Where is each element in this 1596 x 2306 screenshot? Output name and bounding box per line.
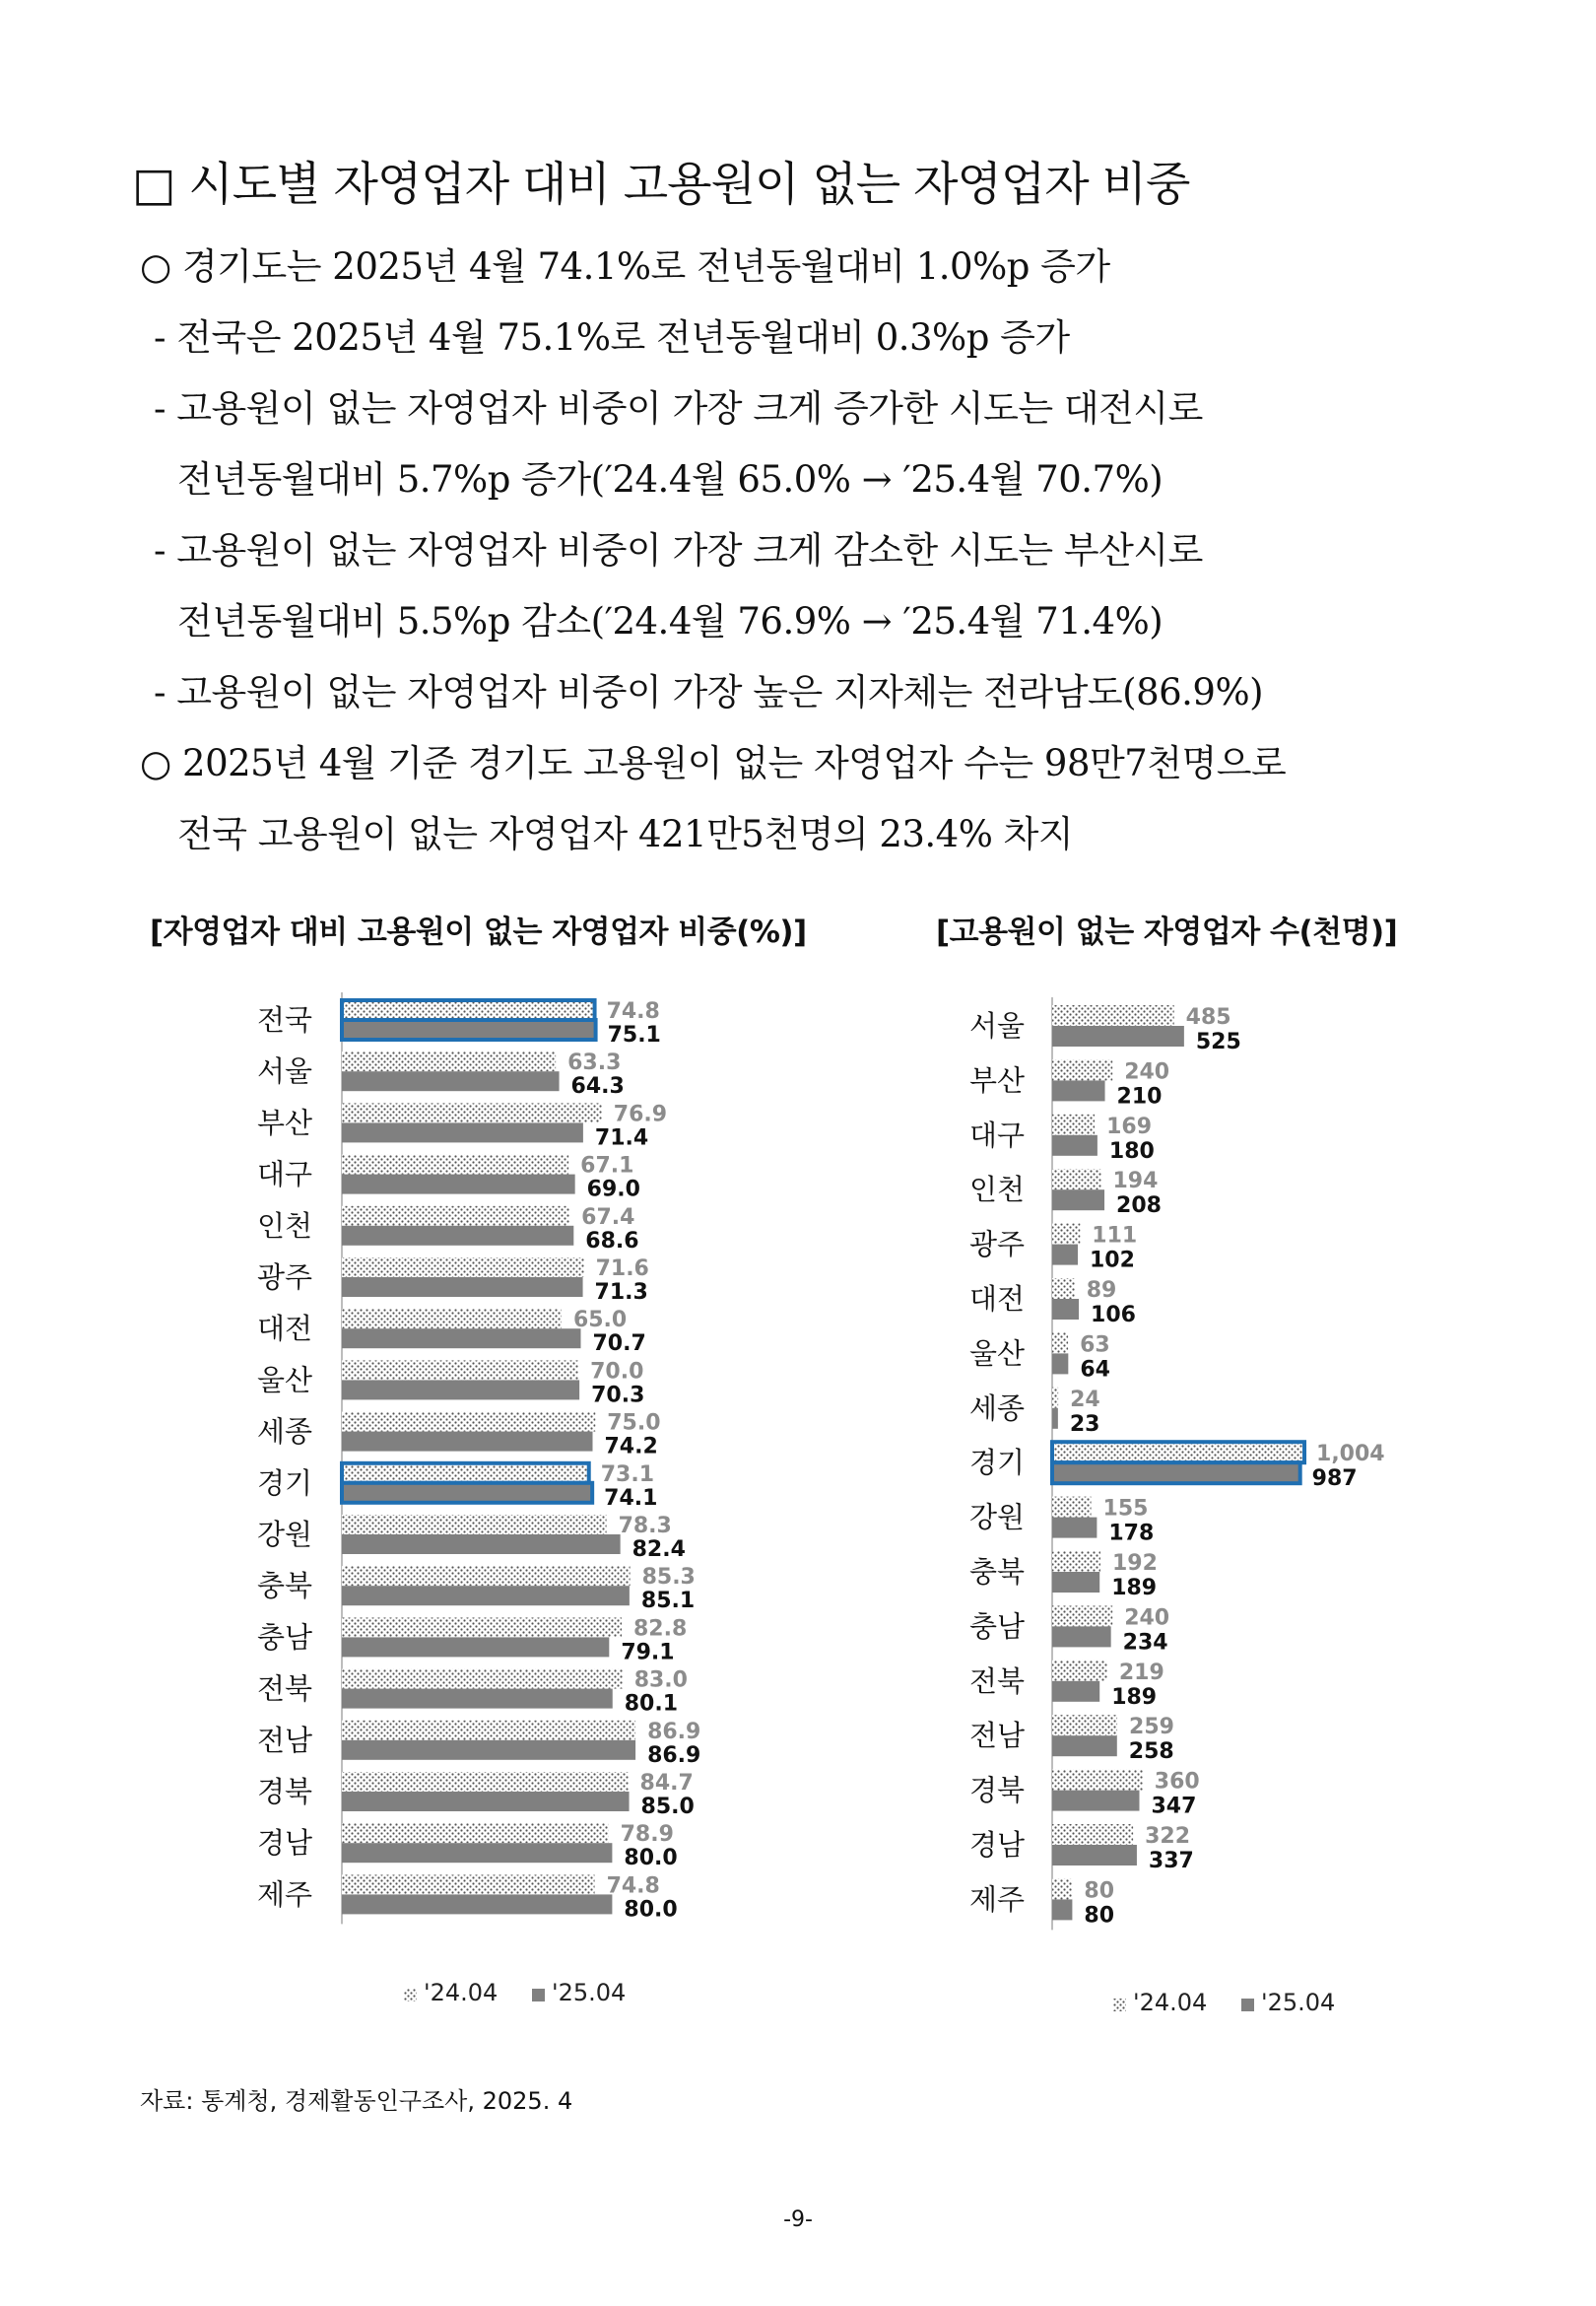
legend-label-2024: '24.04 [424,1979,499,2006]
data-label-2025: 189 [1111,1576,1158,1600]
data-label-2024: 74.8 [606,999,660,1024]
bullet-gyeonggi: ○ 경기도는 2025년 4월 74.1%로 전년동월대비 1.0%p 증가 [140,245,1110,288]
sub-increase: - 고용원이 없는 자영업자 비중이 가장 크게 증가한 시도는 대전시로 [154,387,1203,430]
data-label-2025: 208 [1116,1193,1162,1219]
data-label-2024: 1,004 [1316,1442,1385,1467]
bar-2024 [1052,1878,1072,1899]
bar-2024 [342,1257,584,1277]
data-label-2025: 74.1 [604,1485,658,1511]
chart-title-count: [고용원이 없는 자영업자 수(천명)] [936,915,1398,950]
legend-label-2025: '25.04 [1261,1989,1336,2016]
data-label-2024: 70.0 [590,1359,644,1385]
page-number: -9- [783,2207,813,2232]
category-label: 강원 [256,1518,312,1551]
bar-2024 [342,1721,635,1740]
bar-2025 [1052,1353,1068,1374]
data-label-2024: 67.1 [580,1153,634,1179]
bar-2024 [1052,1059,1112,1080]
bar-2024 [342,1772,629,1792]
data-label-2025: 106 [1091,1303,1136,1327]
bar-2025 [1052,1135,1097,1156]
data-label-2025: 80 [1084,1903,1115,1929]
category-label: 경기 [256,1465,312,1500]
bar-2024 [1052,1770,1143,1791]
data-label-2024: 85.3 [641,1565,696,1591]
bar-2025 [342,1071,560,1091]
data-label-2024: 63.3 [567,1051,622,1076]
bar-2024 [342,1463,589,1483]
data-label-2025: 189 [1111,1684,1158,1710]
category-label: 제주 [968,1882,1025,1917]
category-label: 대전 [968,1282,1025,1316]
category-label: 충북 [968,1555,1025,1589]
category-label: 서울 [968,1009,1025,1043]
data-label-2025: 71.4 [594,1125,649,1151]
data-label-2024: 259 [1129,1715,1174,1740]
data-label-2024: 485 [1185,1005,1231,1030]
category-label: 전국 [256,1003,312,1037]
bar-2025 [1052,1189,1104,1210]
category-label: 울산 [256,1363,312,1397]
data-label-2024: 86.9 [647,1719,701,1744]
data-label-2024: 111 [1092,1223,1138,1249]
bar-2025 [1052,1408,1058,1429]
bar-2025 [342,1175,575,1194]
data-label-2024: 73.1 [600,1461,655,1487]
data-label-2025: 80.1 [624,1691,679,1717]
bar-2024 [342,1617,622,1637]
data-label-2024: 240 [1124,1605,1170,1631]
category-label: 경기 [968,1446,1025,1480]
bar-2025 [342,1792,630,1811]
data-label-2024: 169 [1106,1114,1153,1139]
legend-swatch-2024 [1113,1999,1126,2011]
bar-2024 [342,1669,623,1689]
bar-2024 [1052,1278,1075,1299]
data-label-2024: 75.0 [607,1410,661,1436]
data-label-2025: 210 [1116,1084,1163,1110]
bar-2025 [1052,1299,1079,1320]
bar-2025 [1052,1791,1139,1811]
category-label: 전남 [968,1719,1025,1753]
bar-2025 [342,1483,592,1503]
bar-2024 [1052,1115,1095,1135]
bar-2024 [1052,1497,1092,1518]
category-label: 세종 [968,1390,1025,1425]
bar-2025 [1052,1845,1137,1865]
data-label-2024: 240 [1124,1059,1170,1085]
bar-2024 [342,1566,631,1586]
bar-2025 [342,1380,579,1399]
data-label-2025: 74.2 [604,1434,658,1459]
data-label-2024: 192 [1111,1551,1158,1576]
bar-2024 [1052,1661,1107,1681]
data-label-2024: 24 [1070,1387,1100,1412]
data-label-2025: 23 [1069,1411,1100,1437]
legend-label-2024: '24.04 [1133,1989,1208,2016]
bar-2025 [1052,1080,1105,1101]
category-label: 경남 [256,1826,312,1861]
bar-2025 [342,1843,612,1863]
data-label-2025: 71.3 [594,1280,648,1305]
bar-2024 [342,1360,578,1380]
bar-2024 [1052,1715,1117,1735]
data-label-2024: 322 [1145,1824,1191,1849]
bar-2024 [1052,1388,1058,1408]
data-label-2024: 83.0 [633,1667,688,1693]
data-label-2025: 86.9 [647,1742,701,1768]
legend-swatch-2025 [1241,1999,1254,2011]
category-label: 광주 [256,1260,312,1294]
category-label: 전북 [256,1671,312,1706]
category-label: 경남 [968,1828,1025,1862]
category-label: 인천 [968,1173,1025,1207]
category-label: 서울 [256,1054,312,1089]
data-label-2025: 70.7 [592,1331,646,1357]
data-label-2024: 82.8 [633,1616,688,1642]
bar-2025 [342,1432,593,1452]
data-label-2025: 68.6 [585,1228,639,1254]
category-label: 울산 [968,1336,1025,1371]
bar-2024 [342,1000,595,1020]
data-label-2025: 347 [1151,1794,1197,1819]
bar-2024 [342,1823,609,1843]
data-label-2024: 360 [1154,1769,1200,1795]
bullet-count: ○ 2025년 4월 기준 경기도 고용원이 없는 자영업자 수는 98만7천명으로 [140,742,1287,784]
bar-2025 [1052,1572,1099,1593]
bar-2024 [342,1412,595,1432]
bar-2025 [342,1226,573,1246]
sub-decrease-detail: 전년동월대비 5.5%p 감소(′24.4월 76.9% → ′25.4월 71.4%) [177,600,1164,643]
category-label: 제주 [256,1877,312,1912]
sub-increase-detail: 전년동월대비 5.7%p 증가(′24.4월 65.0% → ′25.4월 70.7%) [177,458,1164,501]
data-label-2024: 78.9 [620,1822,674,1848]
category-label: 강원 [968,1500,1025,1534]
data-label-2025: 85.0 [640,1795,695,1819]
bar-2025 [342,1689,613,1709]
bullet-count-detail: 전국 고용원이 없는 자영업자 421만5천명의 23.4% 차지 [177,813,1074,855]
bar-2024 [342,1309,562,1328]
bar-2024 [342,1206,569,1226]
bar-2024 [1052,1169,1100,1189]
data-label-2024: 194 [1112,1169,1159,1194]
data-label-2024: 67.4 [581,1204,635,1230]
bar-2024 [1052,1005,1174,1026]
data-label-2025: 80.0 [624,1846,678,1871]
category-label: 경북 [256,1775,312,1808]
bar-2024 [1052,1224,1080,1245]
category-label: 인천 [256,1208,312,1243]
data-label-2025: 258 [1128,1739,1174,1765]
data-label-2024: 89 [1086,1278,1117,1303]
bar-2025 [342,1020,596,1040]
data-label-2024: 155 [1102,1496,1149,1522]
category-label: 전북 [968,1663,1025,1698]
bar-2024 [342,1874,595,1894]
bar-2025 [342,1277,583,1297]
category-label: 대구 [256,1157,312,1191]
data-label-2025: 180 [1108,1138,1155,1164]
ratio-bar-chart [227,981,877,2055]
data-label-2024: 71.6 [595,1256,649,1281]
bar-2025 [342,1740,635,1760]
category-label: 대구 [968,1118,1025,1152]
bar-2024 [1052,1824,1133,1845]
bar-2025 [1052,1735,1117,1756]
bar-2025 [1052,1518,1097,1538]
count-bar-chart [936,981,1517,2055]
data-label-2025: 987 [1311,1466,1358,1492]
data-label-2025: 64.3 [570,1074,625,1100]
data-label-2025: 75.1 [607,1023,661,1048]
bar-2024 [1052,1551,1100,1572]
bar-2024 [1052,1332,1068,1353]
category-label: 경북 [968,1773,1025,1807]
bar-2024 [342,1515,607,1534]
data-label-2025: 80.0 [624,1897,678,1923]
data-label-2025: 79.1 [621,1640,675,1665]
category-label: 충남 [968,1609,1025,1644]
bar-2025 [342,1637,609,1657]
data-label-2025: 82.4 [632,1537,686,1562]
data-label-2025: 337 [1148,1849,1194,1873]
data-label-2025: 64 [1080,1357,1110,1383]
section-heading: □ 시도별 자영업자 대비 고용원이 없는 자영업자 비중 [132,158,1190,212]
category-label: 광주 [968,1227,1025,1261]
bar-2024 [1052,1442,1304,1462]
data-label-2024: 84.7 [639,1771,694,1796]
data-label-2024: 63 [1080,1332,1110,1358]
bar-2024 [342,1051,556,1071]
data-label-2024: 74.8 [606,1873,660,1899]
bar-2024 [1052,1605,1112,1626]
data-label-2025: 85.1 [640,1589,696,1614]
bar-2025 [342,1534,621,1554]
bar-2025 [1052,1626,1111,1647]
legend-swatch-2025 [532,1989,545,2001]
legend-swatch-2024 [404,1989,417,2001]
sub-decrease: - 고용원이 없는 자영업자 비중이 가장 크게 감소한 시도는 부산시로 [154,529,1203,572]
sub-highest: - 고용원이 없는 자영업자 비중이 가장 높은 지자체는 전라남도(86.9%) [154,671,1264,713]
legend-label-2025: '25.04 [552,1979,627,2006]
data-label-2024: 219 [1118,1660,1164,1685]
bar-2025 [342,1328,581,1348]
bar-2025 [342,1586,630,1605]
category-label: 부산 [256,1106,312,1140]
bar-2024 [342,1155,568,1175]
bar-2025 [1052,1681,1099,1702]
data-label-2025: 178 [1108,1521,1155,1546]
sub-national: - 전국은 2025년 4월 75.1%로 전년동월대비 0.3%p 증가 [154,316,1070,359]
data-label-2024: 76.9 [613,1102,668,1127]
data-label-2025: 102 [1090,1248,1135,1273]
data-label-2025: 234 [1122,1630,1168,1656]
data-label-2024: 78.3 [618,1514,672,1538]
bar-2025 [342,1122,583,1142]
bar-2025 [1052,1245,1078,1265]
category-label: 충남 [256,1620,312,1655]
bar-2025 [1052,1899,1072,1920]
category-label: 세종 [256,1414,312,1449]
chart-title-ratio: [자영업자 대비 고용원이 없는 자영업자 비중(%)] [150,915,807,950]
category-label: 대전 [256,1312,312,1346]
category-label: 전남 [256,1723,312,1757]
data-label-2025: 69.0 [586,1177,640,1202]
bar-2025 [1052,1462,1300,1483]
data-label-2025: 525 [1195,1030,1241,1054]
category-label: 부산 [968,1063,1025,1098]
bar-2024 [342,1103,602,1122]
data-label-2025: 70.3 [591,1383,645,1408]
bar-2025 [1052,1026,1184,1047]
source-note: 자료: 통계청, 경제활동인구조사, 2025. 4 [140,2087,573,2115]
bar-2025 [342,1894,612,1914]
category-label: 충북 [256,1569,312,1603]
data-label-2024: 80 [1084,1878,1115,1904]
data-label-2024: 65.0 [572,1308,628,1333]
